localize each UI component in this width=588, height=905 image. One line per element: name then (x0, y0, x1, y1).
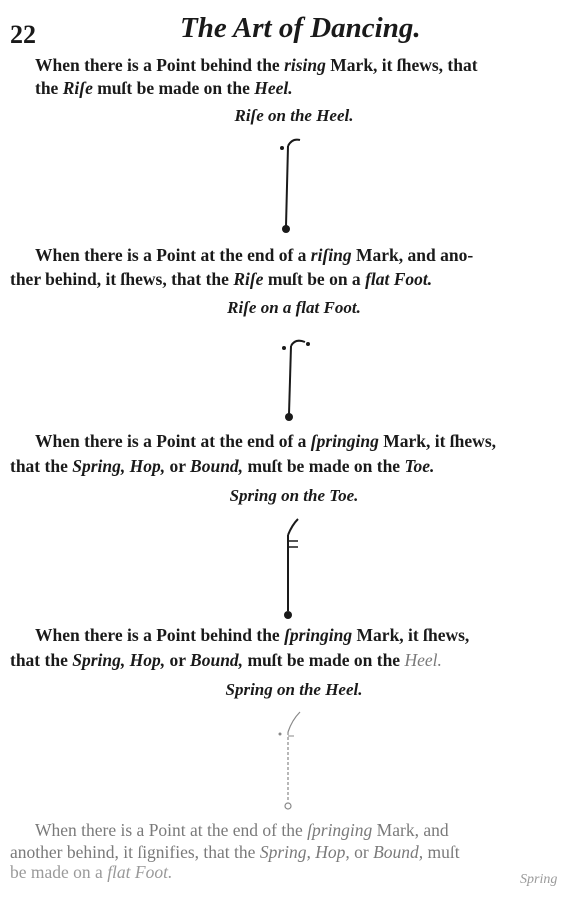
running-title: The Art of Dancing. (180, 12, 421, 44)
figure-4-caption: Spring on the Heel. (225, 680, 363, 699)
section-3-line-1: When there is a Point at the end of a ſpringing Mark, it ſhews, (35, 431, 497, 451)
figure-1-caption: Riſe on the Heel. (234, 106, 354, 125)
section-3-line-2: that the Spring, Hop, or Bound, muſt be made on the Toe. (10, 456, 435, 476)
section-4-line-2: that the Spring, Hop, or Bound, muſt be made on the Heel. (10, 650, 442, 670)
spring-on-heel-mark-figure (270, 708, 310, 818)
section-5-line-2: another behind, it ſignifies, that the Spring, Hop, or Bound, muſt (10, 842, 460, 862)
rise-on-flat-foot-mark-figure (275, 330, 315, 430)
figure-3-caption: Spring on the Toe. (229, 486, 359, 505)
spring-on-toe-mark-figure (272, 515, 312, 625)
section-2-line-1: When there is a Point at the end of a riſing Mark, and ano- (35, 245, 474, 265)
section-5-line-1: When there is a Point at the end of the ſpringing Mark, and (35, 820, 449, 840)
rise-on-heel-mark-figure (270, 132, 310, 242)
section-1-line-1: When there is a Point behind the rising Mark, it ſhews, that (35, 55, 478, 75)
figure-5-caption-fragment: Spring (520, 872, 558, 887)
section-4-line-1: When there is a Point behind the ſpringing Mark, it ſhews, (35, 625, 470, 645)
page-number: 22 (10, 20, 36, 49)
section-5-line-3: be made on a flat Foot. (10, 862, 173, 882)
section-2-line-2: ther behind, it ſhews, that the Riſe muſt be on a flat Foot. (10, 269, 433, 289)
figure-2-caption: Riſe on a flat Foot. (227, 298, 361, 317)
section-1-line-2: the Riſe muſt be made on the Heel. (35, 78, 293, 98)
